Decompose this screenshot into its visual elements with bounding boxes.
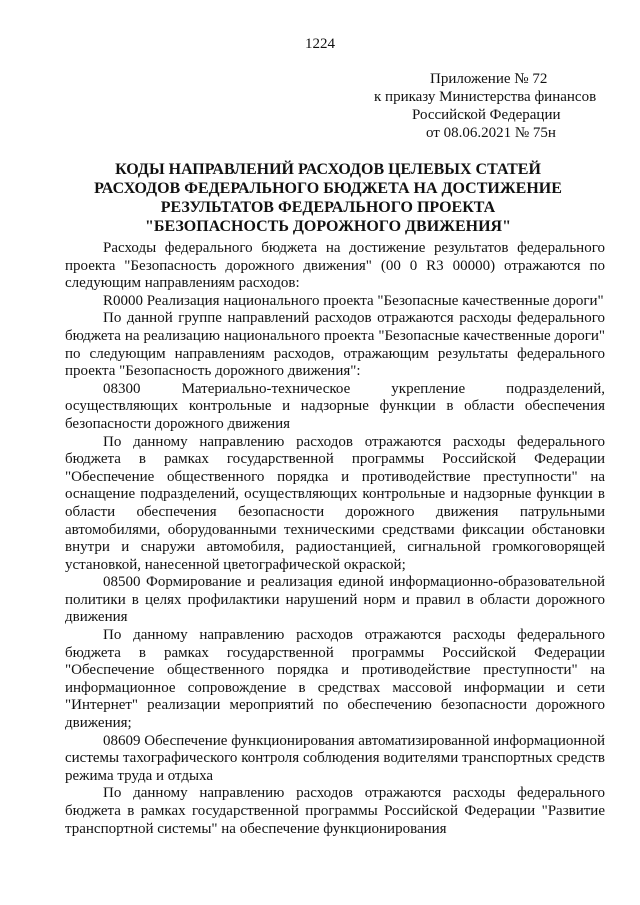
code-08609-description: По данному направлению расходов отражаются расходы федерального бюджета в рамках государственной программы Российской Федерации "Развитие транспортной системы" на обеспечение функционирования <box>65 785 605 837</box>
document-body <box>65 240 605 838</box>
code-08300-description: По данному направлению расходов отражаются расходы федерального бюджета в рамках государственной программы Российской Федерации "Обеспечение общественного порядка и противодействие преступности" на оснащение подразделений, осуществляющих контрольные и надзорные функции в области обеспечения безопасности дорожного движения патрульными автомобилями, оборудованными техническими средствами фиксации обстановки внутри и снаружи автомобиля, радиостанцией, сигнальной громкоговорящей установкой, нанесенной цветографической окраской; <box>65 433 605 573</box>
code-08500-description: По данному направлению расходов отражаются расходы федерального бюджета в рамках государственной программы Российской Федерации "Обеспечение общественного порядка и противодействие преступности" на информационное сопровождение в средствах массовой информации и сети "Интернет" реализации мероприятий по обеспечению безопасности дорожного движения; <box>65 627 605 732</box>
document-title <box>70 160 586 236</box>
appendix-number: Приложение № 72 <box>430 71 548 87</box>
intro-paragraph: Расходы федерального бюджета на достижение результатов федерального проекта "Безопасность дорожного движения" (00 0 R3 00000) отражаются по следующим направлениям расходов: <box>65 240 605 292</box>
page-number: 1224 <box>305 36 335 52</box>
code-r0000: R0000 Реализация национального проекта "Безопасные качественные дороги" <box>103 292 604 309</box>
title-line-2: РАСХОДОВ ФЕДЕРАЛЬНОГО БЮДЖЕТА НА ДОСТИЖЕНИЕ <box>94 180 562 197</box>
group-description: По данной группе направлений расходов отражаются расходы федерального бюджета на реализацию национального проекта "Безопасные качественные дороги" по следующим направлениям расходов, отражающим результаты федерального проекта "Безопасность дорожного движения": <box>65 310 605 380</box>
code-08300: 08300 Материально-техническое укрепление подразделений, осуществляющих контрольные и надзорные функции в области обеспечения безопасности дорожного движения <box>65 380 605 432</box>
appendix-header <box>374 70 596 142</box>
code-08609: 08609 Обеспечение функционирования автоматизированной информационной системы тахографического контроля соблюдения водителями транспортных средств режима труда и отдыха <box>65 732 605 784</box>
title-line-3: РЕЗУЛЬТАТОВ ФЕДЕРАЛЬНОГО ПРОЕКТА <box>160 199 496 216</box>
appendix-date: от 08.06.2021 № 75н <box>426 125 556 141</box>
appendix-order: к приказу Министерства финансов <box>374 89 597 105</box>
appendix-ministry: Российской Федерации <box>412 107 561 123</box>
code-08500: 08500 Формирование и реализация единой информационно-образовательной политики в целях профилактики нарушений норм и правил в области дорожного движения <box>65 574 605 626</box>
title-line-4: "БЕЗОПАСНОСТЬ ДОРОЖНОГО ДВИЖЕНИЯ" <box>145 218 511 235</box>
title-line-1: КОДЫ НАПРАВЛЕНИЙ РАСХОДОВ ЦЕЛЕВЫХ СТАТЕЙ <box>115 161 541 178</box>
